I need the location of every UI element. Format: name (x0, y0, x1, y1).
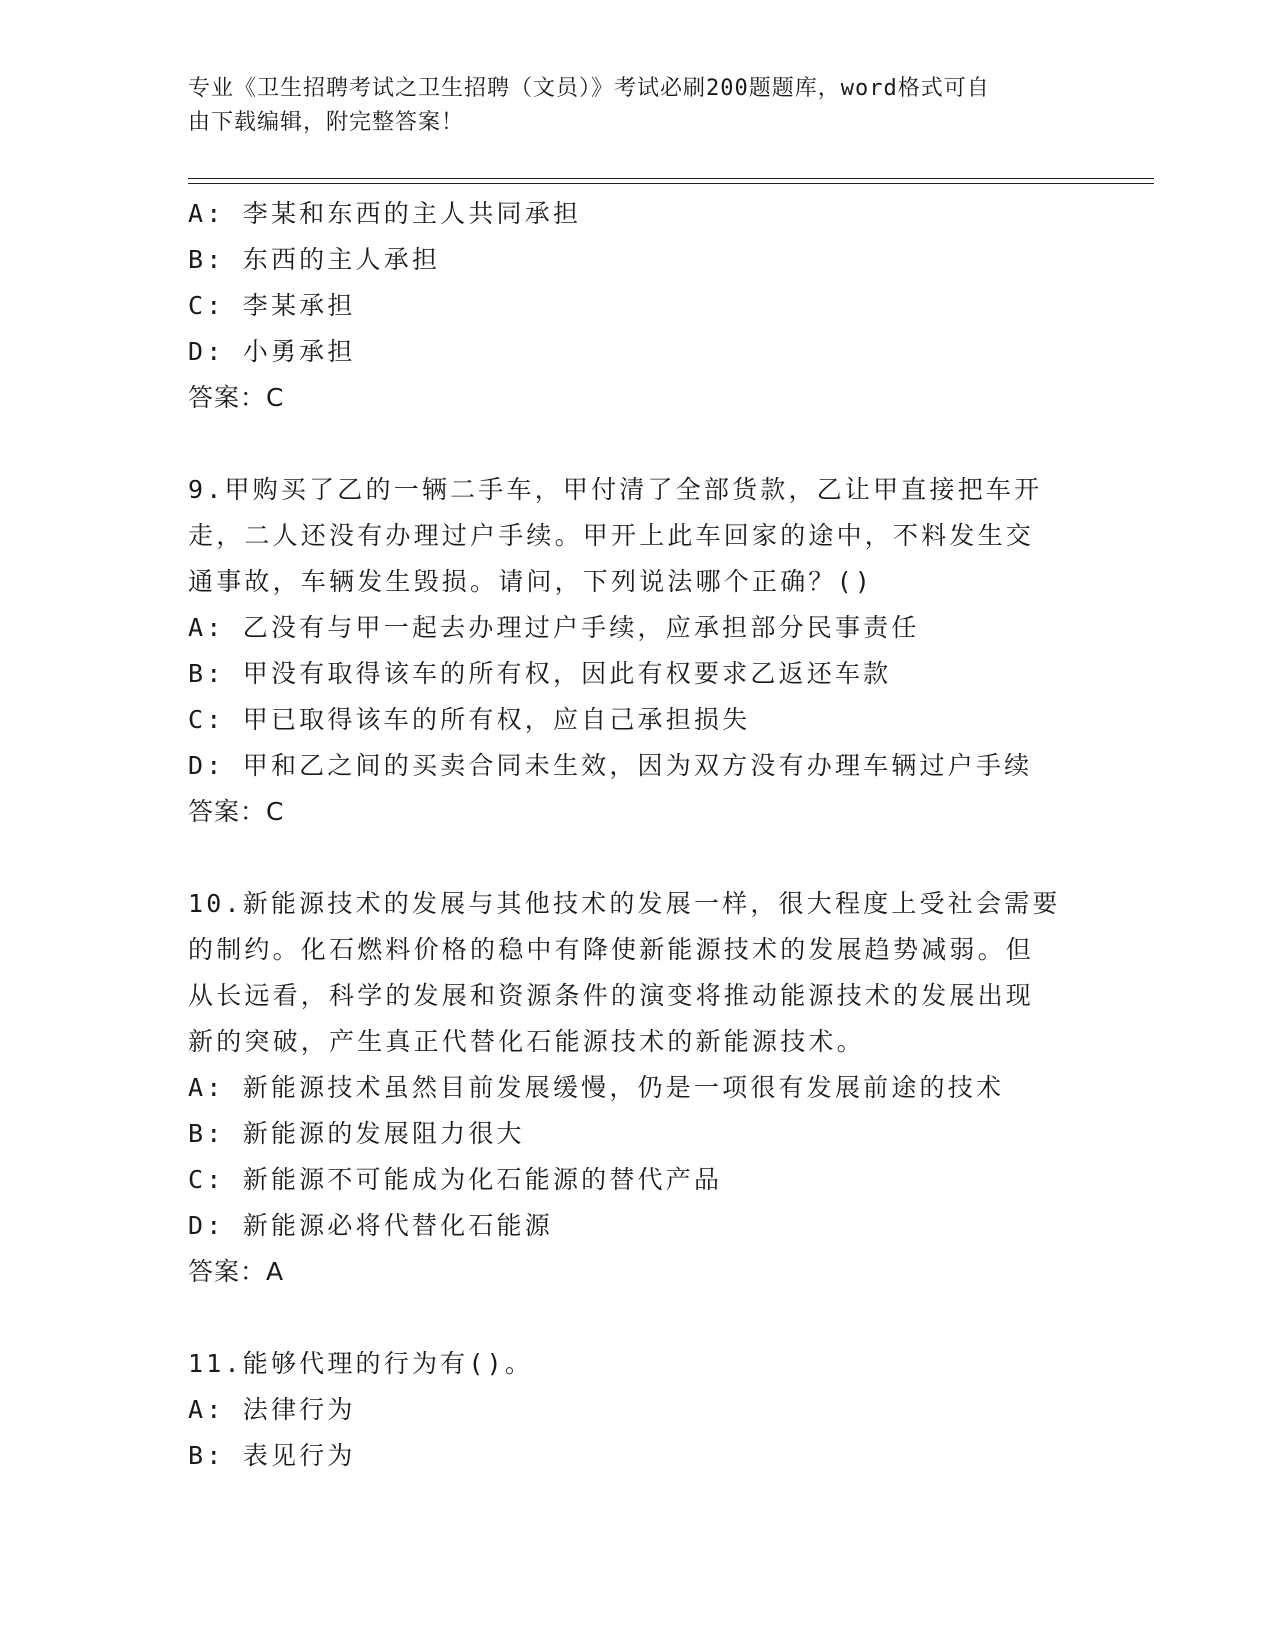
q9-stem-line-1: 9.甲购买了乙的一辆二手车，甲付清了全部货款，乙让甲直接把车开 (188, 475, 1043, 504)
q10-stem-line-4: 新的突破，产生真正代替化石能源技术的新能源技术。 (188, 1027, 865, 1056)
q9-option-b: B: 甲没有取得该车的所有权，因此有权要求乙返还车款 (188, 659, 892, 688)
q8-option-d: D: 小勇承担 (188, 337, 356, 366)
q9-option-a: A: 乙没有与甲一起去办理过户手续，应承担部分民事责任 (188, 613, 920, 642)
spacer (188, 1295, 1088, 1341)
q8-option-a: A: 李某和东西的主人共同承担 (188, 199, 582, 228)
q11-option-a: A: 法律行为 (188, 1395, 356, 1424)
question-10-block (188, 881, 1088, 1295)
q10-option-d: D: 新能源必将代替化石能源 (188, 1211, 553, 1240)
q10-stem-line-3: 从长远看，科学的发展和资源条件的演变将推动能源技术的发展出现 (188, 981, 1035, 1010)
q9-stem-line-2: 走，二人还没有办理过户手续。甲开上此车回家的途中，不料发生交 (188, 521, 1035, 550)
q8-option-c: C: 李某承担 (188, 291, 356, 320)
spacer (188, 421, 1088, 467)
header-line-1: 专业《卫生招聘考试之卫生招聘（文员）》考试必刷200题题库，word格式可自 (188, 76, 990, 101)
question-11-block (188, 1341, 1088, 1479)
spacer (188, 835, 1088, 881)
question-9-block (188, 467, 1088, 835)
q8-answer: 答案：C (188, 383, 285, 412)
q10-stem-line-1: 10.新能源技术的发展与其他技术的发展一样，很大程度上受社会需要 (188, 889, 1061, 918)
q9-option-c: C: 甲已取得该车的所有权，应自己承担损失 (188, 705, 751, 734)
q10-answer: 答案：A (188, 1257, 285, 1286)
q11-stem-line-1: 11.能够代理的行为有()。 (188, 1349, 534, 1378)
q11-option-b: B: 表见行为 (188, 1441, 356, 1470)
q8-option-b: B: 东西的主人承担 (188, 245, 441, 274)
question-list (188, 191, 1088, 1479)
question-8-block (188, 191, 1088, 421)
q9-stem-line-3: 通事故，车辆发生毁损。请问，下列说法哪个正确？() (188, 567, 874, 596)
q10-stem-line-2: 的制约。化石燃料价格的稳中有降使新能源技术的发展趋势减弱。但 (188, 935, 1035, 964)
q10-option-b: B: 新能源的发展阻力很大 (188, 1119, 525, 1148)
q9-answer: 答案：C (188, 797, 285, 826)
q9-option-d: D: 甲和乙之间的买卖合同未生效，因为双方没有办理车辆过户手续 (188, 751, 1033, 780)
header-rule-bottom (188, 183, 1154, 184)
header-rule-top (188, 178, 1154, 179)
q10-option-a: A: 新能源技术虽然目前发展缓慢，仍是一项很有发展前途的技术 (188, 1073, 1005, 1102)
q10-option-c: C: 新能源不可能成为化石能源的替代产品 (188, 1165, 723, 1194)
header-line-2: 由下载编辑，附完整答案！ (188, 110, 465, 135)
document-header (188, 72, 1068, 140)
